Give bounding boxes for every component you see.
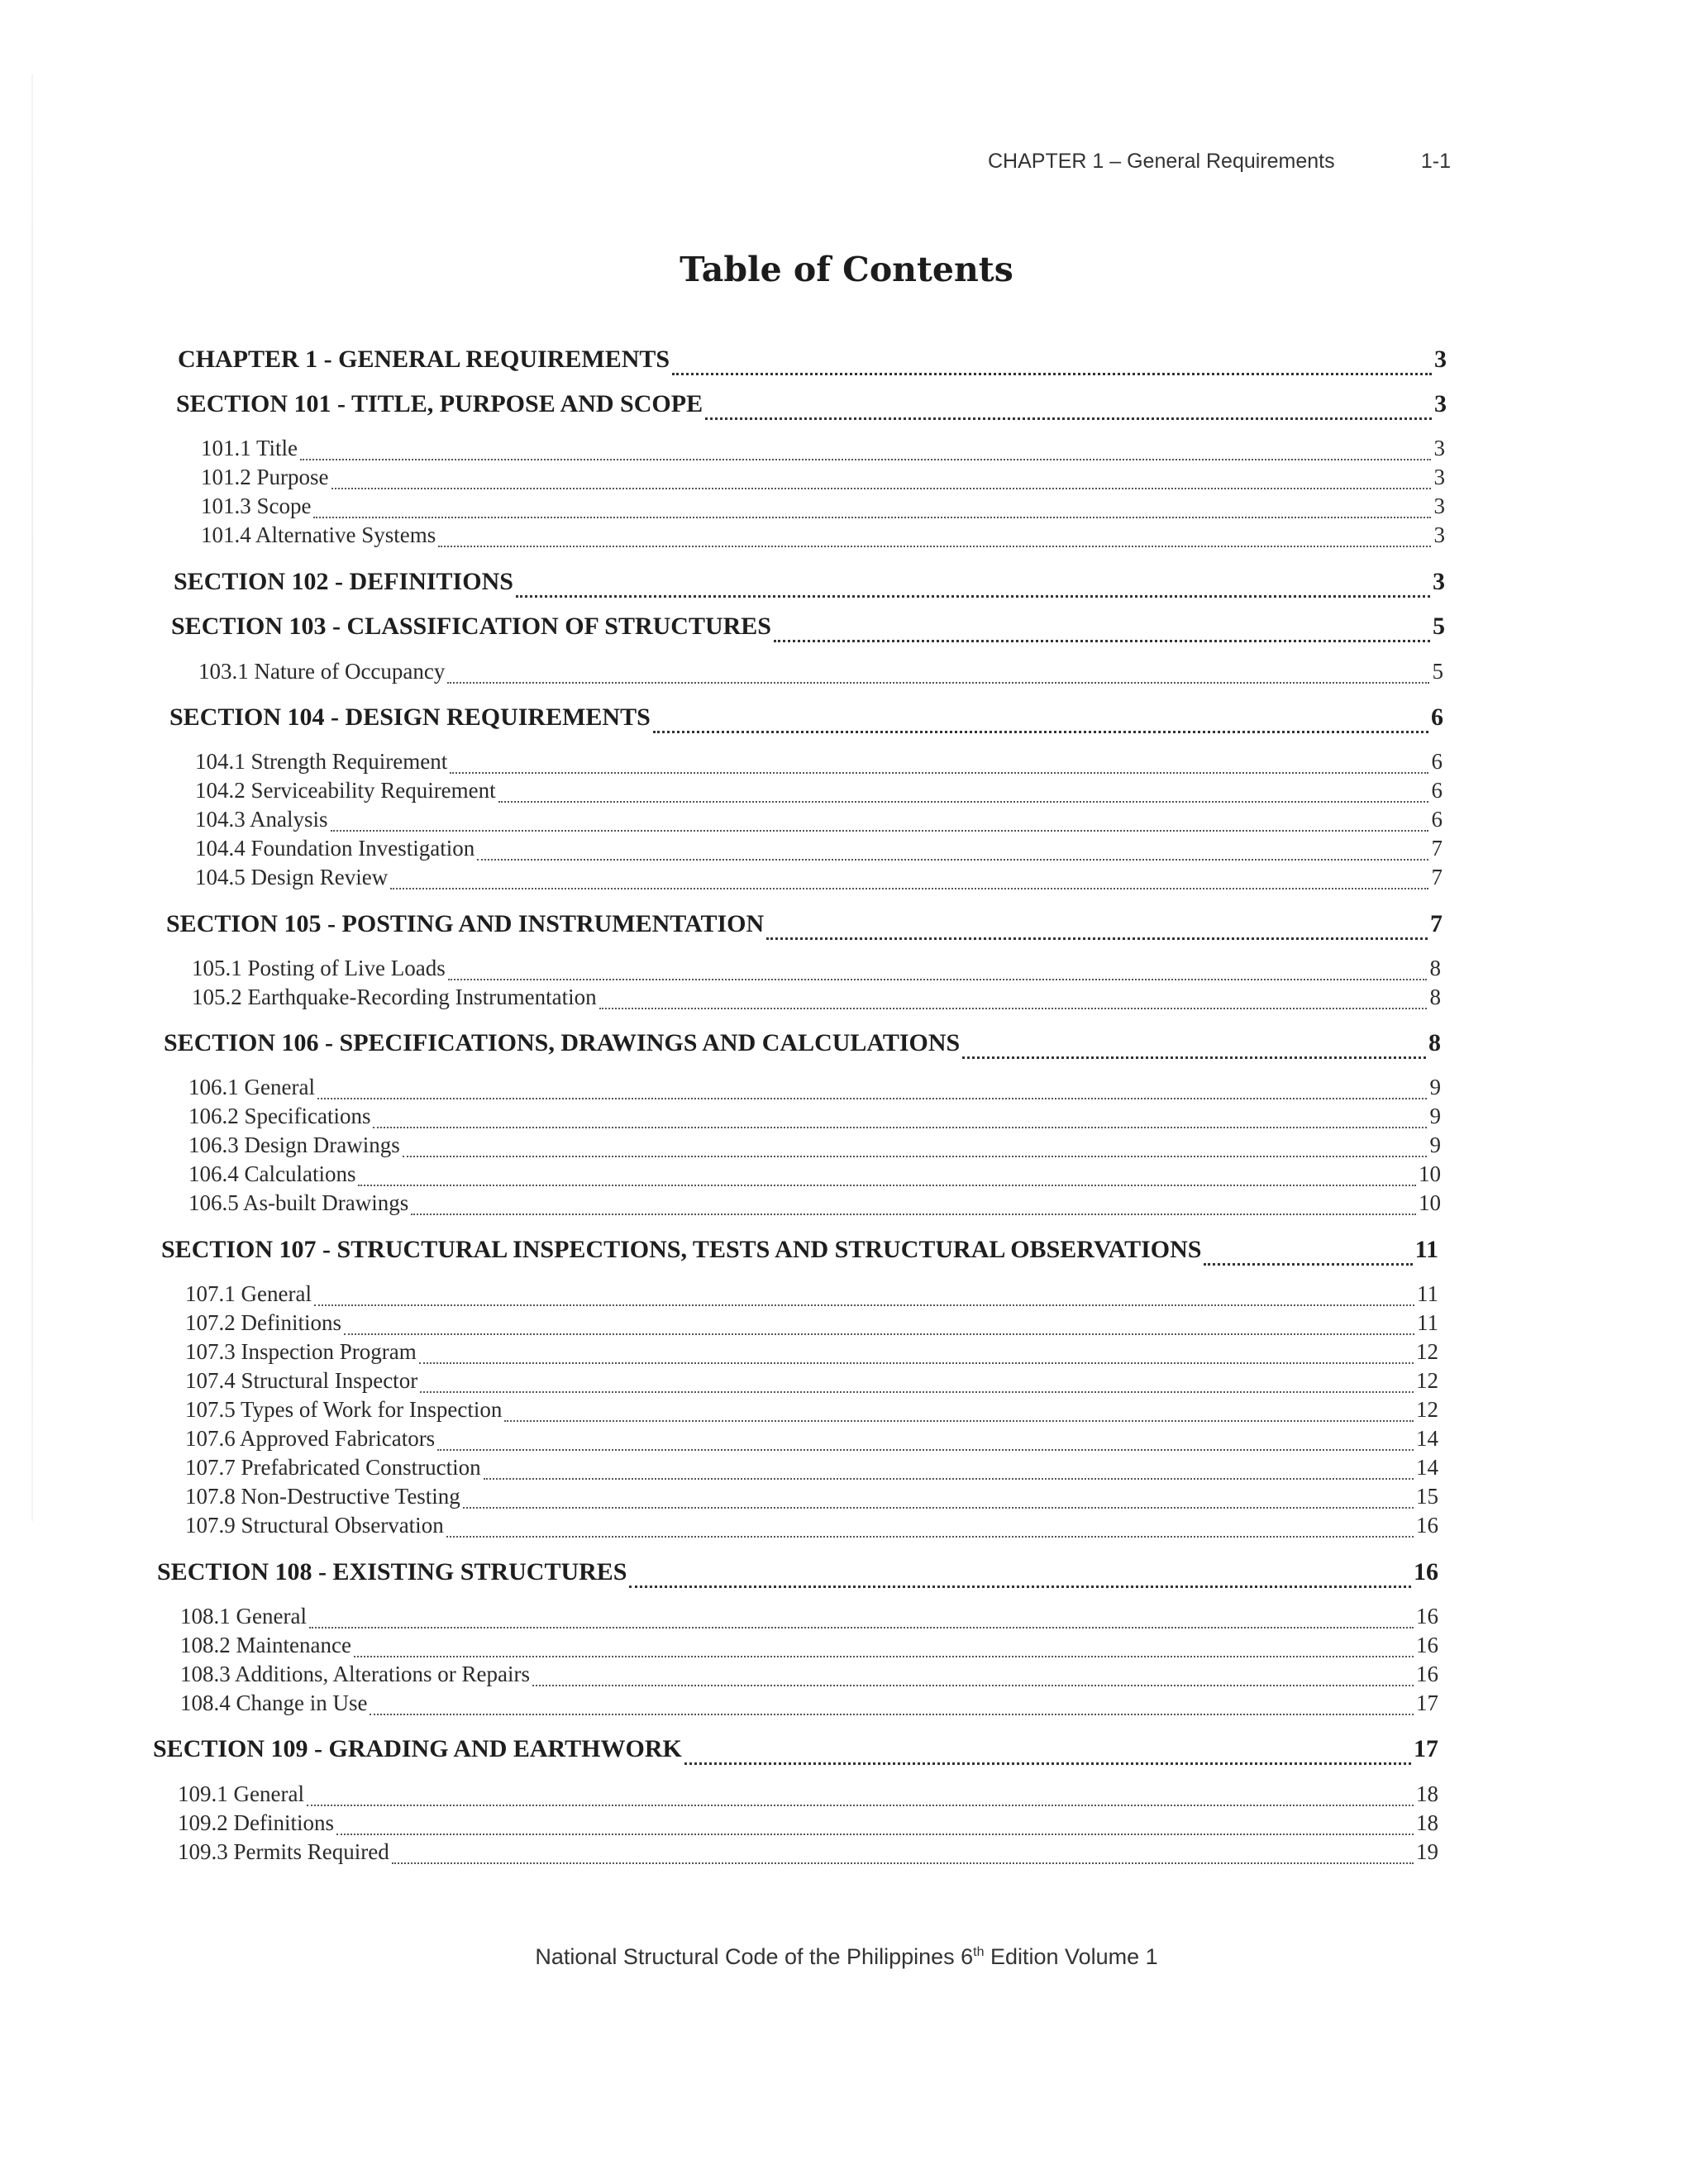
toc-entry-page: 16 — [1416, 1633, 1438, 1657]
toc-entry-label: 105.2 Earthquake-Recording Instrumentation — [192, 985, 597, 1009]
toc-entry-label: SECTION 105 - POSTING AND INSTRUMENTATION — [166, 910, 765, 937]
toc-entry-page: 3 — [1433, 465, 1445, 489]
toc-entry-page: 7 — [1430, 910, 1443, 937]
toc-entry-page: 18 — [1416, 1810, 1438, 1835]
toc-entry-page: 5 — [1433, 613, 1445, 640]
dot-leader — [450, 772, 1428, 774]
dot-leader — [438, 546, 1431, 547]
toc-entry-page: 16 — [1416, 1513, 1438, 1538]
toc-entry-label: SECTION 107 - STRUCTURAL INSPECTIONS, TESTS AND STRUCTURAL OBSERVATIONS — [161, 1236, 1202, 1263]
footer-text: National Structural Code of the Philippines 6 — [535, 1944, 974, 1969]
toc-entry-page: 9 — [1429, 1104, 1441, 1128]
dot-leader — [354, 1656, 1414, 1657]
dot-leader — [463, 1507, 1414, 1509]
toc-entry-label: 101.1 Title — [201, 436, 298, 460]
dot-leader — [309, 1627, 1414, 1628]
toc-subsection-entry[interactable] — [195, 749, 1443, 777]
toc-entry-label: 107.9 Structural Observation — [185, 1513, 444, 1538]
toc-entry-page: 6 — [1431, 749, 1443, 774]
toc-entry-label: 109.1 General — [178, 1781, 304, 1806]
toc-entry-page: 10 — [1419, 1190, 1441, 1215]
toc-entry-label: 106.4 Calculations — [188, 1161, 356, 1186]
toc-entry-page: 12 — [1416, 1339, 1438, 1364]
toc-entry-page: 17 — [1414, 1735, 1438, 1762]
toc-entry-page: 3 — [1433, 522, 1445, 547]
toc-entry-label: 106.3 Design Drawings — [188, 1133, 400, 1157]
toc-entry-page: 8 — [1429, 956, 1441, 980]
running-header — [988, 145, 1451, 178]
toc-entry-page: 3 — [1434, 390, 1447, 417]
toc-entry-label: 108.4 Change in Use — [180, 1690, 368, 1715]
scan-edge — [31, 74, 33, 1521]
dot-leader — [1204, 1263, 1412, 1266]
toc-entry-label: 108.1 General — [180, 1604, 307, 1628]
toc-entry-page: 16 — [1416, 1604, 1438, 1628]
toc-section-entry[interactable] — [174, 568, 1445, 601]
toc-entry-label: 108.2 Maintenance — [180, 1633, 351, 1657]
dot-leader — [653, 731, 1428, 733]
toc-entry-label: 107.6 Approved Fabricators — [185, 1426, 436, 1451]
toc-subsection-entry[interactable] — [185, 1513, 1438, 1541]
toc-entry-label: 107.4 Structural Inspector — [185, 1368, 418, 1393]
toc-entry-page: 18 — [1416, 1781, 1438, 1806]
toc-subsection-entry[interactable] — [195, 778, 1443, 806]
toc-subsection-entry[interactable] — [178, 1839, 1438, 1867]
toc-entry-label: SECTION 102 - DEFINITIONS — [174, 568, 513, 595]
toc-entry-page: 6 — [1431, 778, 1443, 803]
toc-subsection-entry[interactable] — [201, 436, 1445, 464]
toc-entry-label: SECTION 108 - EXISTING STRUCTURES — [157, 1558, 627, 1586]
toc-section-entry[interactable] — [153, 1735, 1438, 1768]
toc-section-entry[interactable] — [164, 1029, 1441, 1062]
toc-subsection-entry[interactable] — [188, 1161, 1441, 1190]
toc-entry-page: 11 — [1414, 1236, 1438, 1263]
toc-entry-page: 6 — [1431, 807, 1443, 832]
dot-leader — [336, 1834, 1414, 1835]
toc-section-entry[interactable] — [169, 703, 1443, 737]
toc-entry-page: 8 — [1428, 1029, 1441, 1056]
toc-entry-label: 104.2 Serviceability Requirement — [195, 778, 496, 803]
dot-leader — [403, 1156, 1427, 1157]
toc-entry-page: 9 — [1429, 1075, 1441, 1099]
toc-entry-page: 8 — [1429, 985, 1441, 1009]
header-chapter: CHAPTER 1 – General Requirements — [988, 149, 1335, 173]
toc-subsection-entry[interactable] — [185, 1397, 1438, 1425]
toc-entry-label: 107.8 Non-Destructive Testing — [185, 1484, 460, 1509]
toc-entry-label: 101.4 Alternative Systems — [201, 522, 436, 547]
dot-leader — [419, 1362, 1414, 1364]
toc-entry-page: 9 — [1429, 1133, 1441, 1157]
dot-leader — [448, 979, 1427, 980]
dot-leader — [504, 1420, 1414, 1422]
toc-entry-page: 5 — [1432, 659, 1443, 684]
toc-subsection-entry[interactable] — [192, 985, 1441, 1013]
toc-entry-label: 104.3 Analysis — [195, 807, 328, 832]
toc-entry-label: CHAPTER 1 - GENERAL REQUIREMENTS — [178, 346, 670, 373]
dot-leader — [420, 1391, 1414, 1393]
toc-subsection-entry[interactable] — [188, 1104, 1441, 1132]
toc-entry-page: 14 — [1416, 1455, 1438, 1480]
dot-leader — [411, 1214, 1416, 1215]
toc-subsection-entry[interactable] — [201, 465, 1445, 493]
toc-entry-page: 11 — [1417, 1310, 1438, 1335]
toc-entry-label: 105.1 Posting of Live Loads — [192, 956, 446, 980]
toc-entry-page: 6 — [1431, 703, 1443, 731]
page-title: Table of Contents — [680, 250, 1013, 289]
toc-entry-page: 3 — [1433, 436, 1445, 460]
toc-entry-page: 16 — [1416, 1662, 1438, 1686]
dot-leader — [532, 1685, 1414, 1686]
toc-entry-label: 107.2 Definitions — [185, 1310, 341, 1335]
toc-subsection-entry[interactable] — [185, 1484, 1438, 1512]
toc-entry-label: 108.3 Additions, Alterations or Repairs — [180, 1662, 530, 1686]
dot-leader — [962, 1056, 1426, 1059]
toc-subsection-entry[interactable] — [195, 836, 1443, 864]
toc-entry-page: 16 — [1414, 1558, 1438, 1586]
toc-section-entry[interactable] — [166, 910, 1443, 943]
toc-entry-label: 107.7 Prefabricated Construction — [185, 1455, 481, 1480]
toc-subsection-entry[interactable] — [185, 1310, 1438, 1338]
toc-subsection-entry[interactable] — [185, 1368, 1438, 1396]
dot-leader — [498, 801, 1428, 803]
toc-entry-label: 107.5 Types of Work for Inspection — [185, 1397, 503, 1422]
toc-entry-label: 106.1 General — [188, 1075, 315, 1099]
toc-entry-page: 10 — [1419, 1161, 1441, 1186]
dot-leader — [358, 1185, 1416, 1186]
toc-entry-label: SECTION 101 - TITLE, PURPOSE AND SCOPE — [176, 390, 703, 417]
toc-entry-label: 101.3 Scope — [201, 494, 312, 518]
toc-entry-page: 12 — [1416, 1397, 1438, 1422]
toc-subsection-entry[interactable] — [180, 1662, 1438, 1690]
toc-entry-page: 15 — [1416, 1484, 1438, 1509]
dot-leader — [684, 1762, 1411, 1765]
dot-leader — [766, 937, 1428, 940]
dot-leader — [477, 859, 1428, 861]
toc-entry-page: 7 — [1431, 865, 1443, 889]
dot-leader — [484, 1478, 1414, 1480]
dot-leader — [313, 517, 1431, 518]
toc-entry-label: 109.2 Definitions — [178, 1810, 334, 1835]
footer-superscript: th — [973, 1945, 985, 1959]
toc-entry-page: 17 — [1416, 1690, 1438, 1715]
dot-leader — [300, 459, 1431, 460]
toc-entry-page: 11 — [1417, 1281, 1438, 1306]
toc-section-entry[interactable] — [161, 1236, 1438, 1269]
toc-subsection-entry[interactable] — [195, 865, 1443, 893]
dot-leader — [370, 1714, 1414, 1715]
dot-leader — [705, 417, 1432, 420]
toc-entry-label: 107.1 General — [185, 1281, 312, 1306]
toc-subsection-entry[interactable] — [188, 1075, 1441, 1103]
toc-subsection-entry[interactable] — [180, 1633, 1438, 1661]
dot-leader — [373, 1127, 1427, 1128]
toc-subsection-entry[interactable] — [178, 1810, 1438, 1838]
toc-subsection-entry[interactable] — [201, 494, 1445, 522]
dot-leader — [390, 888, 1428, 889]
toc-section-entry[interactable] — [178, 346, 1447, 379]
toc-subsection-entry[interactable] — [180, 1604, 1438, 1632]
dot-leader — [331, 488, 1432, 489]
dot-leader — [307, 1805, 1414, 1806]
dot-leader — [599, 1008, 1427, 1009]
dot-leader — [446, 1536, 1414, 1538]
page-footer — [0, 1944, 1693, 1970]
toc-section-entry[interactable] — [176, 390, 1447, 423]
toc-section-entry[interactable] — [157, 1558, 1438, 1591]
toc-entry-label: 109.3 Permits Required — [178, 1839, 389, 1864]
toc-entry-page: 12 — [1416, 1368, 1438, 1393]
toc-entry-page: 3 — [1434, 346, 1447, 373]
toc-entry-page: 7 — [1431, 836, 1443, 861]
toc-subsection-entry[interactable] — [198, 659, 1443, 687]
toc-entry-page: 14 — [1416, 1426, 1438, 1451]
toc-subsection-entry[interactable] — [195, 807, 1443, 835]
toc-entry-label: 104.1 Strength Requirement — [195, 749, 448, 774]
toc-entry-label: SECTION 106 - SPECIFICATIONS, DRAWINGS AND CALCULATIONS — [164, 1029, 961, 1056]
toc-subsection-entry[interactable] — [185, 1339, 1438, 1367]
toc-subsection-entry[interactable] — [188, 1190, 1441, 1218]
toc-entry-label: 106.5 As-built Drawings — [188, 1190, 409, 1215]
toc-subsection-entry[interactable] — [201, 522, 1445, 551]
toc-subsection-entry[interactable] — [188, 1133, 1441, 1161]
toc-entry-page: 19 — [1416, 1839, 1438, 1864]
toc-section-entry[interactable] — [171, 613, 1445, 646]
toc-subsection-entry[interactable] — [185, 1426, 1438, 1454]
toc-entry-label: SECTION 109 - GRADING AND EARTHWORK — [153, 1735, 682, 1762]
toc-entry-label: SECTION 104 - DESIGN REQUIREMENTS — [169, 703, 651, 731]
dot-leader — [629, 1586, 1411, 1588]
toc-entry-page: 3 — [1433, 494, 1445, 518]
header-page-number: 1-1 — [1420, 149, 1451, 173]
dot-leader — [447, 682, 1429, 684]
toc-entry-page: 3 — [1433, 568, 1445, 595]
toc-subsection-entry[interactable] — [178, 1781, 1438, 1810]
toc-subsection-entry[interactable] — [185, 1455, 1438, 1483]
toc-subsection-entry[interactable] — [180, 1690, 1438, 1719]
toc-entry-label: 101.2 Purpose — [201, 465, 329, 489]
dot-leader — [392, 1862, 1414, 1864]
dot-leader — [437, 1449, 1414, 1451]
dot-leader — [331, 830, 1428, 832]
dot-leader — [774, 640, 1430, 642]
dot-leader — [317, 1098, 1427, 1099]
toc-entry-label: 104.5 Design Review — [195, 865, 389, 889]
dot-leader — [344, 1333, 1414, 1335]
toc-subsection-entry[interactable] — [192, 956, 1441, 984]
toc-entry-label: SECTION 103 - CLASSIFICATION OF STRUCTURES — [171, 613, 771, 640]
toc-entry-label: 104.4 Foundation Investigation — [195, 836, 475, 861]
toc-entry-label: 103.1 Nature of Occupancy — [198, 659, 446, 684]
dot-leader — [314, 1304, 1414, 1306]
toc-entry-label: 107.3 Inspection Program — [185, 1339, 417, 1364]
toc-subsection-entry[interactable] — [185, 1281, 1438, 1309]
dot-leader — [516, 595, 1430, 598]
footer-text-end: Edition Volume 1 — [984, 1944, 1158, 1969]
dot-leader — [672, 373, 1432, 375]
toc-entry-label: 106.2 Specifications — [188, 1104, 371, 1128]
